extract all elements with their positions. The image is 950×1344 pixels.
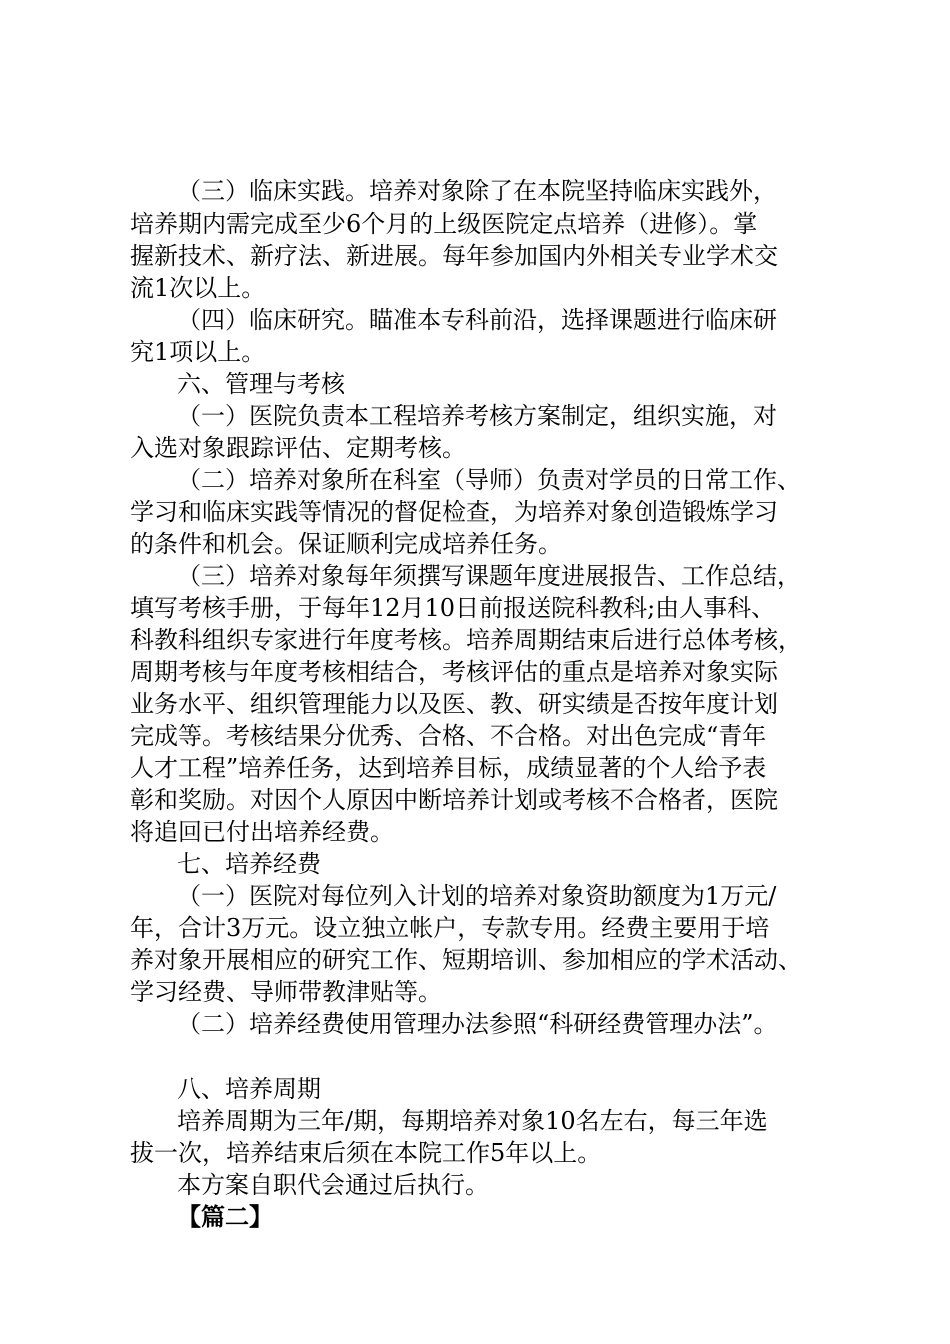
- text-line: 养对象开展相应的研究工作、短期培训、参加相应的学术活动、: [130, 946, 802, 974]
- text-line: （三）临床实践。培养对象除了在本院坚持临床实践外，: [177, 177, 777, 205]
- text-line: （三）培养对象每年须撰写课题年度进展报告、工作总结，: [177, 562, 801, 590]
- text-line: 学习经费、导师带教津贴等。: [130, 978, 442, 1006]
- section-heading: 七、培养经费: [177, 850, 321, 878]
- text-line: 人才工程”培养任务，达到培养目标，成绩显著的个人给予表: [130, 754, 767, 782]
- text-line: 握新技术、新疗法、新进展。每年参加国内外相关专业学术交: [130, 242, 778, 270]
- text-line: （四）临床研究。瞄准本专科前沿，选择课题进行临床研: [177, 306, 777, 334]
- text-line: （一）医院负责本工程培养考核方案制定，组织实施，对: [177, 402, 777, 430]
- text-line: 周期考核与年度考核相结合，考核评估的重点是培养对象实际: [130, 658, 778, 686]
- section-heading: 八、培养周期: [177, 1075, 321, 1103]
- text-line: 拔一次，培养结束后须在本院工作5年以上。: [130, 1139, 602, 1167]
- text-line: 培养期内需完成至少6个月的上级医院定点培养（进修）。掌: [130, 210, 758, 238]
- text-line: 培养周期为三年/期，每期培养对象10名左右，每三年选: [177, 1107, 768, 1135]
- text-line: 年，合计3万元。设立独立帐户，专款专用。经费主要用于培: [130, 914, 770, 942]
- text-line: 入选对象跟踪评估、定期考核。: [130, 434, 466, 462]
- text-line: 学习和临床实践等情况的督促检查，为培养对象创造锻炼学习: [130, 498, 778, 526]
- text-line: 将追回已付出培养经费。: [130, 818, 394, 846]
- text-line: 流1次以上。: [130, 274, 266, 302]
- text-line: （一）医院对每位列入计划的培养对象资助额度为1万元/: [177, 882, 777, 910]
- section-heading: 六、管理与考核: [177, 370, 345, 398]
- text-line: （二）培养经费使用管理办法参照“科研经费管理办法”。: [177, 1010, 778, 1038]
- text-line: （二）培养对象所在科室（导师）负责对学员的日常工作、: [177, 466, 801, 494]
- text-line: 业务水平、组织管理能力以及医、教、研实绩是否按年度计划: [130, 690, 778, 718]
- text-line: 本方案自职代会通过后执行。: [177, 1171, 489, 1199]
- section-marker: 【篇二】: [177, 1202, 273, 1231]
- text-line: 完成等。考核结果分优秀、合格、不合格。对出色完成“青年: [130, 722, 767, 750]
- text-line: 的条件和机会。保证顺利完成培养任务。: [130, 530, 562, 558]
- text-line: 科教科组织专家进行年度考核。培养周期结束后进行总体考核，: [130, 626, 802, 654]
- text-line: 究1项以上。: [130, 338, 266, 366]
- text-line: 彰和奖励。对因个人原因中断培养计划或考核不合格者，医院: [130, 786, 778, 814]
- text-line: 填写考核手册，于每年12月10日前报送院科教科;由人事科、: [130, 594, 776, 622]
